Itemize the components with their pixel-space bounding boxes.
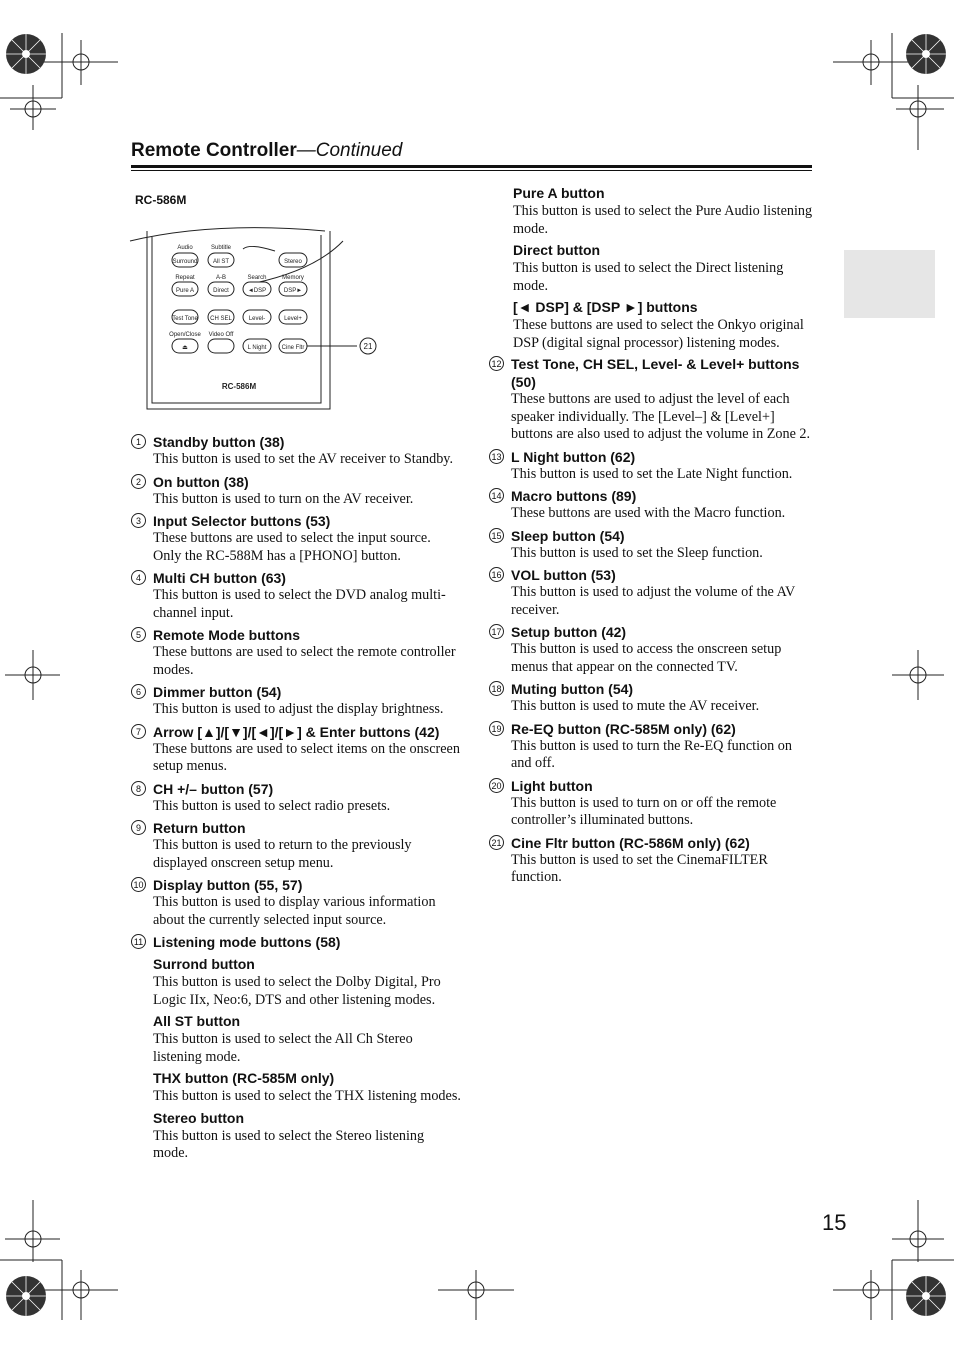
label-subtitle: Subtitle — [210, 245, 232, 251]
label-ab: A-B — [215, 275, 227, 281]
entry-item — [489, 448, 814, 484]
entry-number: 6 — [131, 684, 146, 699]
label-audio: Audio — [177, 245, 193, 251]
sub-entry-body: This button is used to select the Dolby Digital, Pro Logic IIx, Neo:6, DTS and other listening modes. — [153, 974, 441, 1008]
entry-item — [489, 527, 814, 563]
label-video-off: Video Off — [208, 332, 234, 338]
entry-title: Sleep button (54) — [511, 527, 625, 544]
btn-ch-sel: CH SEL — [210, 316, 232, 322]
entry-item — [131, 433, 461, 469]
remote-model-label: RC-586M — [221, 382, 257, 391]
entry-number: 13 — [489, 449, 504, 464]
entry-body: This button is used to select the DVD analog multi-channel input. — [153, 587, 446, 621]
sub-entry-body: This button is used to select the All Ch Stereo listening mode. — [153, 1031, 413, 1065]
sub-entry-title: THX button (RC-585M only) — [153, 1070, 335, 1086]
page-number: 15 — [822, 1210, 847, 1235]
sub-entry-title: Pure A button — [513, 185, 605, 201]
entry-number: 21 — [489, 835, 504, 850]
entry-item — [489, 566, 814, 619]
entry-item — [489, 777, 814, 830]
entry-body: This button is used to select radio presets. — [153, 797, 391, 814]
sub-entry — [489, 184, 814, 238]
entry-body: This button is used to turn on the AV receiver. — [153, 490, 414, 507]
entry-number: 14 — [489, 488, 504, 503]
figure-callout: 21 — [363, 342, 373, 351]
sub-entry — [131, 1109, 461, 1163]
entry-number: 17 — [489, 624, 504, 639]
entry-number: 7 — [131, 724, 146, 739]
entry-item — [131, 780, 461, 816]
entry-title: Light button — [511, 777, 593, 794]
label-search: Search — [247, 275, 267, 281]
entry-number: 19 — [489, 721, 504, 736]
entry-body: This button is used to turn on or off the remote controller’s illuminated buttons. — [511, 794, 777, 828]
entry-title: Muting button (54) — [511, 681, 634, 697]
entry-title: Setup button (42) — [511, 624, 627, 640]
btn-dsp-left: ◄DSP — [247, 288, 267, 294]
btn-l-night: L Night — [247, 345, 267, 351]
sub-entry — [131, 955, 461, 1009]
figure-label: RC-586M — [135, 193, 187, 207]
sub-entry — [489, 241, 814, 295]
entry-body: This button is used to set the Sleep function. — [511, 544, 763, 561]
entry-title: L Night button (62) — [511, 448, 636, 465]
sub-entry-title: Direct button — [513, 242, 601, 258]
entry-item — [131, 683, 461, 719]
sub-entry — [489, 298, 814, 352]
entry-item — [131, 512, 461, 565]
entry-item — [131, 723, 461, 776]
entry-body: This button is used to display various information about the currently selected input source. — [153, 894, 436, 928]
entry-body: This button is used to mute the AV receiver. — [511, 698, 760, 714]
entry-body: This button is used to return to the previously displayed onscreen setup menu. — [153, 837, 412, 871]
btn-surround: Surround — [172, 259, 198, 265]
sub-entry-body: These buttons are used to select the Onkyo original DSP (digital signal processor) listening modes. — [513, 317, 804, 351]
entry-body: These buttons are used to adjust the level of each speaker individually. The [Level–] & [Level+] buttons are also used to adjust the volume in Zone 2. — [511, 391, 811, 442]
entry-body: This button is used to set the AV receiver to Standby. — [153, 451, 454, 467]
sub-entry-title: Surrond button — [153, 956, 255, 972]
entry-title: Cine Fltr button (RC-586M only) (62) — [511, 834, 750, 851]
entry-title: Multi CH button (63) — [153, 570, 286, 586]
btn-pure-a: Pure A — [175, 288, 195, 294]
btn-direct: Direct — [213, 288, 229, 294]
sub-entry-body: This button is used to select the Pure Audio listening mode. — [513, 203, 813, 237]
sub-entry-body: This button is used to select the Direct listening mode. — [513, 260, 784, 294]
entry-title: Input Selector buttons (53) — [153, 513, 331, 529]
entry-number: 20 — [489, 778, 504, 793]
entry-title: Macro buttons (89) — [511, 488, 637, 504]
entry-number: 11 — [131, 934, 146, 949]
btn-stereo: Stereo — [284, 259, 302, 265]
entry-body: This button is used to adjust the volume of the AV receiver. — [511, 584, 796, 618]
entry-number: 15 — [489, 528, 504, 543]
entry-number: 9 — [131, 820, 146, 835]
sub-entry — [131, 1069, 461, 1106]
label-memory: Memory — [282, 275, 304, 281]
entry-item — [131, 933, 461, 951]
entry-item — [131, 819, 461, 872]
entry-title: On button (38) — [153, 473, 249, 490]
entry-body: These buttons are used to select the input source. Only the RC-588M has a [PHONO] button. — [153, 530, 431, 564]
btn-all-st: All ST — [212, 259, 230, 265]
entry-title: Re-EQ button (RC-585M only) (62) — [511, 720, 736, 737]
continued-text: —Continued — [296, 140, 403, 161]
btn-cine-fltr: Cine Fltr — [281, 345, 305, 351]
entry-item — [131, 626, 461, 679]
entry-title: Standby button (38) — [153, 434, 285, 450]
label-repeat: Repeat — [175, 275, 195, 281]
entry-number: 1 — [131, 434, 146, 449]
entry-number: 3 — [131, 513, 146, 528]
entry-title: VOL button (53) — [511, 567, 616, 583]
entry-body: These buttons are used with the Macro function. — [511, 505, 786, 521]
sub-entry-title: Stereo button — [153, 1109, 244, 1126]
entry-number: 16 — [489, 567, 504, 582]
sub-entry-title: All ST button — [153, 1013, 241, 1029]
sub-entry — [131, 1012, 461, 1066]
sub-entry-body: This button is used to select the THX listening modes. — [153, 1088, 461, 1104]
entry-item — [489, 680, 814, 716]
entry-title: CH +/– button (57) — [153, 780, 274, 797]
entry-title: Listening mode buttons (58) — [153, 934, 341, 950]
btn-dsp-right: DSP► — [283, 288, 303, 294]
entry-number: 12 — [489, 356, 504, 371]
sub-entry-body: This button is used to select the Stereo listening mode. — [153, 1127, 425, 1161]
entry-item — [489, 623, 814, 676]
entry-item — [131, 569, 461, 622]
entry-title: Remote Mode buttons — [153, 627, 300, 643]
left-column — [131, 433, 461, 1166]
entry-body: This button is used to set the CinemaFILTER function. — [511, 851, 768, 885]
btn-test-tone: Test Tone — [172, 316, 198, 322]
label-open-close: Open/Close — [169, 332, 201, 338]
entry-item — [489, 487, 814, 523]
btn-level-plus: Level+ — [284, 316, 302, 322]
header-rule-thin — [131, 170, 812, 171]
btn-level-minus: Level- — [248, 316, 266, 322]
entry-title: Display button (55, 57) — [153, 877, 303, 893]
entry-body: These buttons are used to select the remote controller modes. — [153, 644, 456, 678]
entry-body: This button is used to set the Late Night function. — [511, 465, 793, 482]
title-text: Remote Controller — [131, 140, 297, 161]
entry-item — [489, 355, 814, 444]
page-title — [131, 140, 402, 162]
entry-number: 8 — [131, 781, 146, 796]
side-tab — [844, 250, 935, 318]
right-column — [489, 184, 814, 891]
entry-number: 18 — [489, 681, 504, 696]
sub-entry-title: [◄ DSP] & [DSP ►] buttons — [513, 299, 698, 315]
entry-number: 5 — [131, 627, 146, 642]
entry-body: This button is used to turn the Re-EQ function on and off. — [511, 737, 792, 771]
header-rule — [131, 165, 812, 168]
entry-body: These buttons are used to select items on the onscreen setup menus. — [153, 740, 460, 774]
entry-body: This button is used to adjust the display brightness. — [153, 701, 444, 717]
entry-title: Return button — [153, 820, 246, 836]
entry-number: 10 — [131, 877, 146, 892]
entry-item — [489, 834, 814, 887]
eject-icon: ⏏ — [182, 345, 188, 351]
entry-item — [131, 876, 461, 929]
remote-illustration — [125, 225, 385, 415]
entry-body: This button is used to access the onscreen setup menus that appear on the connected TV. — [511, 641, 782, 675]
entry-title: Test Tone, CH SEL, Level- & Level+ buttons (50) — [511, 356, 800, 390]
entry-number: 4 — [131, 570, 146, 585]
entry-title: Arrow [▲]/[▼]/[◄]/[►] & Enter buttons (42) — [153, 723, 440, 740]
entry-item — [131, 473, 461, 509]
entry-item — [489, 720, 814, 773]
entry-number: 2 — [131, 474, 146, 489]
entry-title: Dimmer button (54) — [153, 684, 282, 700]
